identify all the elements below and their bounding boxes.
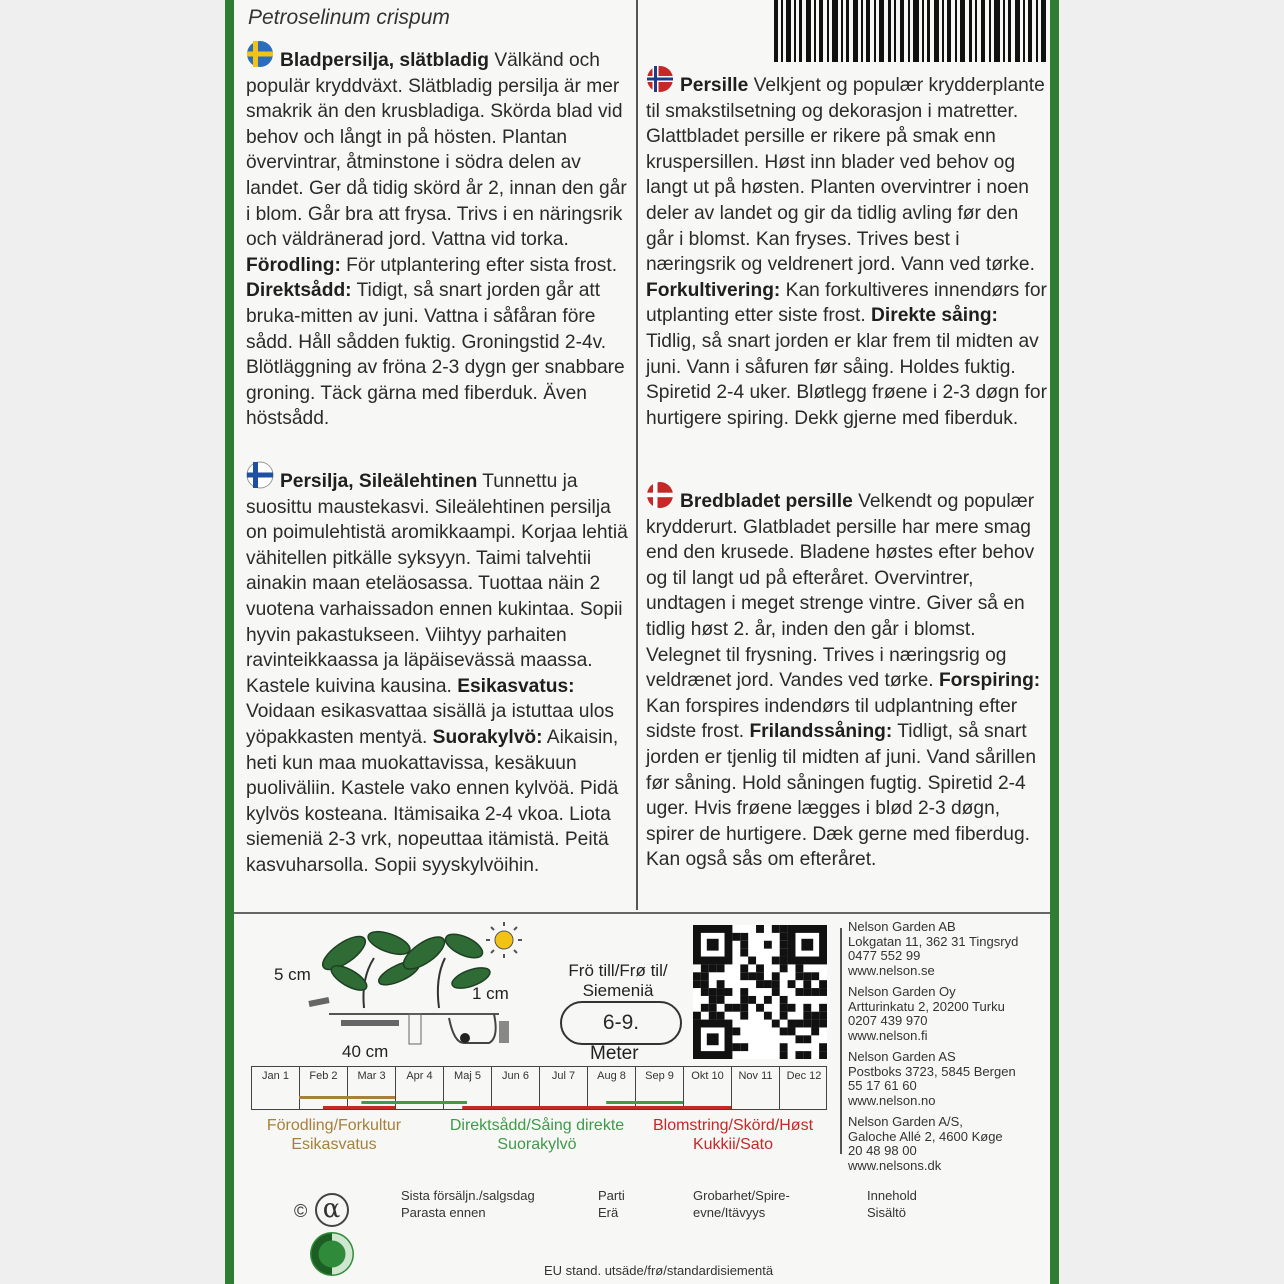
calendar-bar <box>606 1101 683 1104</box>
seed-amount-line2: Siemeniä <box>582 981 654 1000</box>
address-entry <box>848 1115 1053 1173</box>
text-block-norwegian <box>646 73 1050 431</box>
contents-line2: Sisältö <box>867 1205 907 1220</box>
sowing-depth-label: 1 cm <box>472 984 509 1003</box>
calendar-month: Okt 10 <box>684 1067 732 1109</box>
address-entry <box>848 920 1053 978</box>
heading-norwegian: Persille <box>680 75 749 96</box>
row-spacing-label: 40 cm <box>342 1042 389 1061</box>
body-text-no: Tidlig, så snart jorden er klar frem til midten av juni. Vann i såfuren før såing. Holdes fuktig. Spiretid 2-4 uker. Bløtlegg frøene i 2-3 døgn for hurtigere spiring. Dekk gjerne med fiberduk. <box>646 330 1047 429</box>
seed-amount-value: 6-9. <box>560 1001 682 1045</box>
address-phone: 20 48 98 00 <box>848 1143 917 1158</box>
subheading-fi: Esikasvatus: <box>457 675 575 697</box>
body-text-fi: Aikaisin, heti kun maa muokattavissa, kesäkuun puoliväliin. Kastele vako ennen kylvöä. Pidä kylvös kosteana. Itämisaika 2-4 vkoa. Liota siemeniä 2-3 vrk, nopeuttaa itämistä. Peitä kasvuharsolla. Sopii syyskylvöihin. <box>246 726 619 876</box>
subheading-fi: Suorakylvö: <box>432 726 543 748</box>
subheading-no: Forkultivering: <box>646 279 781 301</box>
legend-pre-cultivation <box>254 1116 414 1154</box>
best-before-label <box>401 1187 535 1221</box>
subheading-sv: Direktsådd: <box>246 280 352 302</box>
body-text-no: Kan forkultiveres innendørs for utplanting etter siste frost. <box>646 279 1047 327</box>
address-phone: 55 17 61 60 <box>848 1078 917 1093</box>
calendar-month: Jul 7 <box>540 1067 588 1109</box>
body-text-sv: För utplantering efter sista frost. <box>340 254 618 276</box>
heading-finnish: Persilja, Sileälehtinen <box>280 471 478 492</box>
address-name: Nelson Garden AB <box>848 919 956 934</box>
legend-direct-sowing <box>432 1116 642 1154</box>
calendar-bar <box>323 1106 395 1109</box>
legend-direct-sowing-line1: Direktsådd/Såing direkte <box>449 1117 625 1134</box>
calendar-bar <box>462 1106 731 1109</box>
calendar-month: Mar 3 <box>348 1067 396 1109</box>
lot-line1: Parti <box>598 1188 625 1203</box>
address-name: Nelson Garden A/S, <box>848 1114 963 1129</box>
seed-packet-back <box>225 0 1059 1284</box>
calendar-month: Jun 6 <box>492 1067 540 1109</box>
address-web[interactable]: www.nelson.no <box>848 1092 936 1108</box>
seed-amount-line1: Frö till/Frø til/ <box>568 961 668 980</box>
heading-danish: Bredbladet persille <box>680 491 853 512</box>
eu-standard-label: EU stand. utsäde/frø/standardisiementä <box>544 1263 774 1278</box>
calendar-bar <box>299 1096 395 1099</box>
calendar-month: Nov 11 <box>732 1067 780 1109</box>
calendar-bars <box>251 1094 827 1112</box>
species-name: Petroselinum crispum <box>248 6 450 29</box>
text-block-swedish <box>246 48 634 432</box>
address-web[interactable]: www.nelson.fi <box>848 1027 928 1043</box>
calendar-month: Maj 5 <box>444 1067 492 1109</box>
legend-harvest-line1: Blomstring/Skörd/Høst <box>652 1117 814 1134</box>
alpha-logo: α <box>315 1193 349 1227</box>
barcode-image <box>772 0 1059 62</box>
calendar-month: Feb 2 <box>300 1067 348 1109</box>
legend-pre-cultivation-line1: Förodling/Forkultur <box>266 1117 402 1134</box>
green-dot-recycle-icon <box>309 1231 355 1277</box>
seed-amount-unit: Meter <box>590 1043 639 1064</box>
qr-code-image <box>692 925 828 1059</box>
calendar-bar <box>361 1101 467 1104</box>
address-web[interactable]: www.nelsons.dk <box>848 1157 942 1173</box>
subheading-dk: Forspiring: <box>938 670 1041 692</box>
body-text-fi: Tunnettu ja suosittu maustekasvi. Sileälehtinen persilja on poimulehtistä aromikkaampi. Korjaa lehtiä vähitellen pitkälle syksyyn. Taimi talvehtii ainakin maan eteläosassa. Tuottaa näin 2 vuotena varhaissadon ennen kukintaa. Sopii hyvin pakastukseen. Viihtyy parhaiten ravinteikkaassa ja läpäisevässä maassa. Kastele kuivina kausina. <box>246 471 628 697</box>
text-block-finnish <box>246 469 634 879</box>
body-text-fi: Voidaan esikasvattaa sisällä ja istuttaa ulos yöpakkasten mentyä. <box>246 701 614 748</box>
best-before-line1: Sista försäljn./salgsdag <box>401 1188 535 1203</box>
germination-line1: Grobarhet/Spire- <box>693 1188 790 1203</box>
legend-pre-cultivation-line2: Esikasvatus <box>291 1136 377 1153</box>
address-phone: 0207 439 970 <box>848 1013 928 1028</box>
germination-line2: evne/Itävyys <box>693 1205 766 1220</box>
address-street: Artturinkatu 2, 20200 Turku <box>848 998 1005 1014</box>
body-text-dk: Kan forspires indendørs til udplantning efter sidste frost. <box>646 695 1018 743</box>
heading-swedish: Bladpersilja, slätbladig <box>280 50 489 71</box>
lot-label <box>598 1187 625 1221</box>
calendar-month: Dec 12 <box>786 1070 822 1082</box>
subheading-sv: Förodling: <box>246 254 341 276</box>
contents-label <box>867 1187 917 1221</box>
germination-label <box>693 1187 790 1221</box>
calendar-month: Sep 9 <box>636 1067 684 1109</box>
address-name: Nelson Garden Oy <box>848 984 956 999</box>
address-entry <box>848 985 1053 1043</box>
body-text-no: Velkjent og populær krydderplante til smakstilsetning og dekorasjon i matretter. Glattbladet persille er rikere på smak enn kruspersillen. Høst inn blader ved behov og langt ut på høsten. Planten overvintrer i noen deler av landet og gir da tidlig avling før den går i blomst. Kan fryses. Trives best i næringsrik og veldrenert jord. Vann ved tørke. <box>646 75 1045 276</box>
copyright-mark: © <box>294 1201 308 1221</box>
calendar-month: Aug 8 <box>588 1067 636 1109</box>
address-list <box>848 920 1053 1180</box>
column-divider <box>636 0 638 910</box>
body-text-dk: Tidligt, så snart jorden er tjenlig til midten af juni. Vand sårillen før såning. Hold såningen fugtig. Spiretid 2-4 uger. Hvis frøene lægges i blød 2-3 døgn, spirer de hurtigere. Dæk gerne med fiberdug. Kan også sås om efteråret. <box>646 721 1036 871</box>
legend-harvest-line2: Kukkii/Sato <box>692 1136 774 1153</box>
address-name: Nelson Garden AS <box>848 1049 956 1064</box>
section-divider <box>234 912 1050 914</box>
text-block-danish <box>646 489 1050 873</box>
calendar-month: Jan 1 <box>252 1067 300 1109</box>
address-web[interactable]: www.nelson.se <box>848 962 935 978</box>
address-divider <box>840 928 842 1154</box>
legend-direct-sowing-line2: Suorakylvö <box>497 1136 577 1153</box>
contents-line1: Innehold <box>867 1188 917 1203</box>
address-street: Lokgatan 11, 362 31 Tingsryd <box>848 933 1019 949</box>
plant-spacing-label: 5 cm <box>274 965 311 984</box>
address-entry <box>848 1050 1053 1108</box>
address-street: Galoche Allé 2, 4600 Køge <box>848 1128 1003 1144</box>
address-street: Postboks 3723, 5845 Bergen <box>848 1063 1016 1079</box>
body-text-dk: Velkendt og populær krydderurt. Glatbladet persille har mere smag end den krusede. Bladene høstes efter behov og til langt ud på efteråret. Overvintrer, undtagen i meget strenge vintre. Giver så en tidlig høst 2. år, inden den går i blomst. Velegnet til frysning. Trives i næringsrig og veldrænet jord. Vandes ved tørke. <box>646 491 1035 692</box>
subheading-no: Direkte såing: <box>871 305 998 327</box>
lot-line2: Erä <box>598 1205 619 1220</box>
seed-amount-label <box>556 961 680 1001</box>
subheading-dk: Frilandssåning: <box>749 721 893 743</box>
body-text-sv: Tidigt, så snart jorden går att bruka-mitten av juni. Vattna i såfåran före sådd. Håll sådden fuktig. Groningstid 2-4v. Blötläggning av fröna 2-3 dygn ger snabbare groning. Täck gärna med fiberduk. Även höstsådd. <box>246 280 625 430</box>
body-text-sv: Välkänd och populär kryddväxt. Slätbladig persilja är mer smakrik än den krusbladiga. Skörda blad vid behov och långt in på hösten. Plantan övervintrar, åtminstone i södra delen av landet. Ger då tidig skörd år 2, innan den går i blom. Går bra att frysa. Trivs i en näringsrik och väldränerad jord. Vattna vid torka. <box>246 50 627 251</box>
best-before-line2: Parasta ennen <box>401 1205 486 1220</box>
calendar-month: Apr 4 <box>396 1067 444 1109</box>
address-phone: 0477 552 99 <box>848 948 921 963</box>
legend-harvest <box>638 1116 828 1154</box>
copyright-symbol <box>294 1193 349 1227</box>
